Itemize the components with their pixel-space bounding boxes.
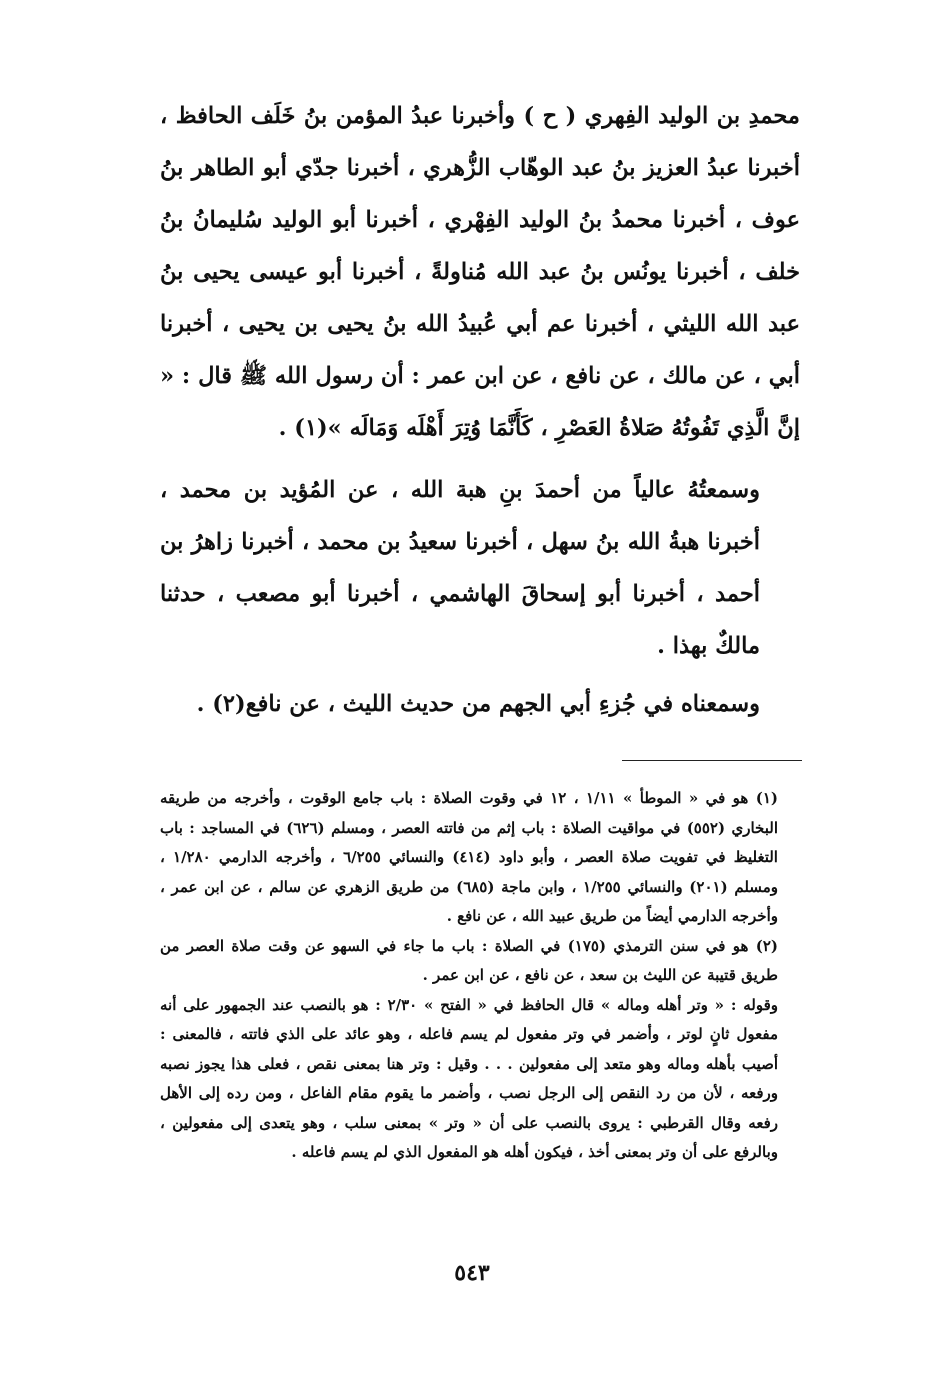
footnotes-section	[160, 784, 800, 1168]
body-paragraph-3: وسمعناه في جُزءِ أبي الجهم من حديث الليث ، عن نافع(٢) .	[196, 691, 760, 717]
footnote-divider	[622, 760, 802, 761]
body-paragraph-1: محمدِ بن الوليد الفِهري ( ح ) وأخبرنا عبدُ المؤمن بنُ خَلَف الحافظ ، أخبرنا عبدُ العزيز بنُ عبد الوهّاب الزُّهري ، أخبرنا جدّي أبو الطاهر بنُ عوف ، أخبرنا محمدُ بنُ الوليد الفِهْري ، أخبرنا أبو الوليد سُليمانُ بنُ خلف ، أخبرنا يونُس بنُ عبد الله مُناولةً ، أخبرنا أبو عيسى يحيى بنُ عبد الله الليثي ، أخبرنا عم أبي عُبيدُ الله بنُ يحيى بن يحيى ، أخبرنا أبي ، عن مالك ، عن نافع ، عن ابن عمر : أن رسول الله ﷺ قال : « إنَّ الَّذِي تَفُوتُهُ صَلاةُ العَصْرِ ، كَأَنَّمَا وُتِرَ أَهْلَه وَمَالَه »(١) .	[160, 103, 800, 441]
footnote-2: (٢) هو في سنن الترمذي (١٧٥) في الصلاة : باب ما جاء في السهو عن وقت صلاة العصر من طريق قتيبة عن الليث بن سعد ، عن نافع ، عن ابن عمر .	[160, 936, 778, 984]
footnote-3: وقوله : « وتر أهله وماله » قال الحافظ في « الفتح » ٢/٣٠ : هو بالنصب عند الجمهور على أنه مفعول ثانٍ لوتر ، وأضمر في وتر مفعول لم يسم فاعله ، وهو عائد على الذي فاتته ، فالمعنى : أصيب بأهله وماله وهو متعد إلى مفعولين . . . وقيل : وتر هنا بمعنى نقص ، فعلى هذا يجوز نصبه ورفعه ، لأن من رد النقص إلى الرجل نصب ، وأضمر ما يقوم مقام الفاعل ، ومن رده إلى الأهل رفعه وقال القرطبي : يروى بالنصب على أن « وتر » بمعنى سلب ، وهو يتعدى إلى مفعولين ، وبالرفع على أن وتر بمعنى أخذ ، فيكون أهله هو المفعول الذي لم يسم فاعله .	[160, 995, 778, 1161]
body-paragraph-2: وسمعتُهُ عالياً من أحمدَ بنِ هبة الله ، عن المُؤيد بن محمد ، أخبرنا هبةُ الله بنُ سهل ، أخبرنا سعيدُ بن محمد ، أخبرنا زاهرُ بن أحمد ، أخبرنا أبو إسحاقَ الهاشمي ، أخبرنا أبو مصعب ، حدثنا مالكٌ بهذا .	[160, 477, 760, 659]
page-number: ٥٤٣	[454, 1260, 490, 1286]
footnote-1: (١) هو في « الموطأ » ١/١١ ، ١٢ في وقوت الصلاة : باب جامع الوقوت ، وأخرجه من طريقه البخاري (٥٥٢) في مواقيت الصلاة : باب إثم من فاتته العصر ، ومسلم (٦٢٦) في المساجد : باب التغليظ في تفويت صلاة العصر ، وأبو داود (٤١٤) والنسائي ٦/٢٥٥ ، وأخرجه الدارمي ١/٢٨٠ ، ومسلم (٢٠١) والنسائي ١/٢٥٥ ، وابن ماجة (٦٨٥) من طريق الزهري عن سالم ، عن ابن عمر ، وأخرجه الدارمي أيضاً من طريق عبيد الله ، عن نافع .	[160, 789, 778, 925]
